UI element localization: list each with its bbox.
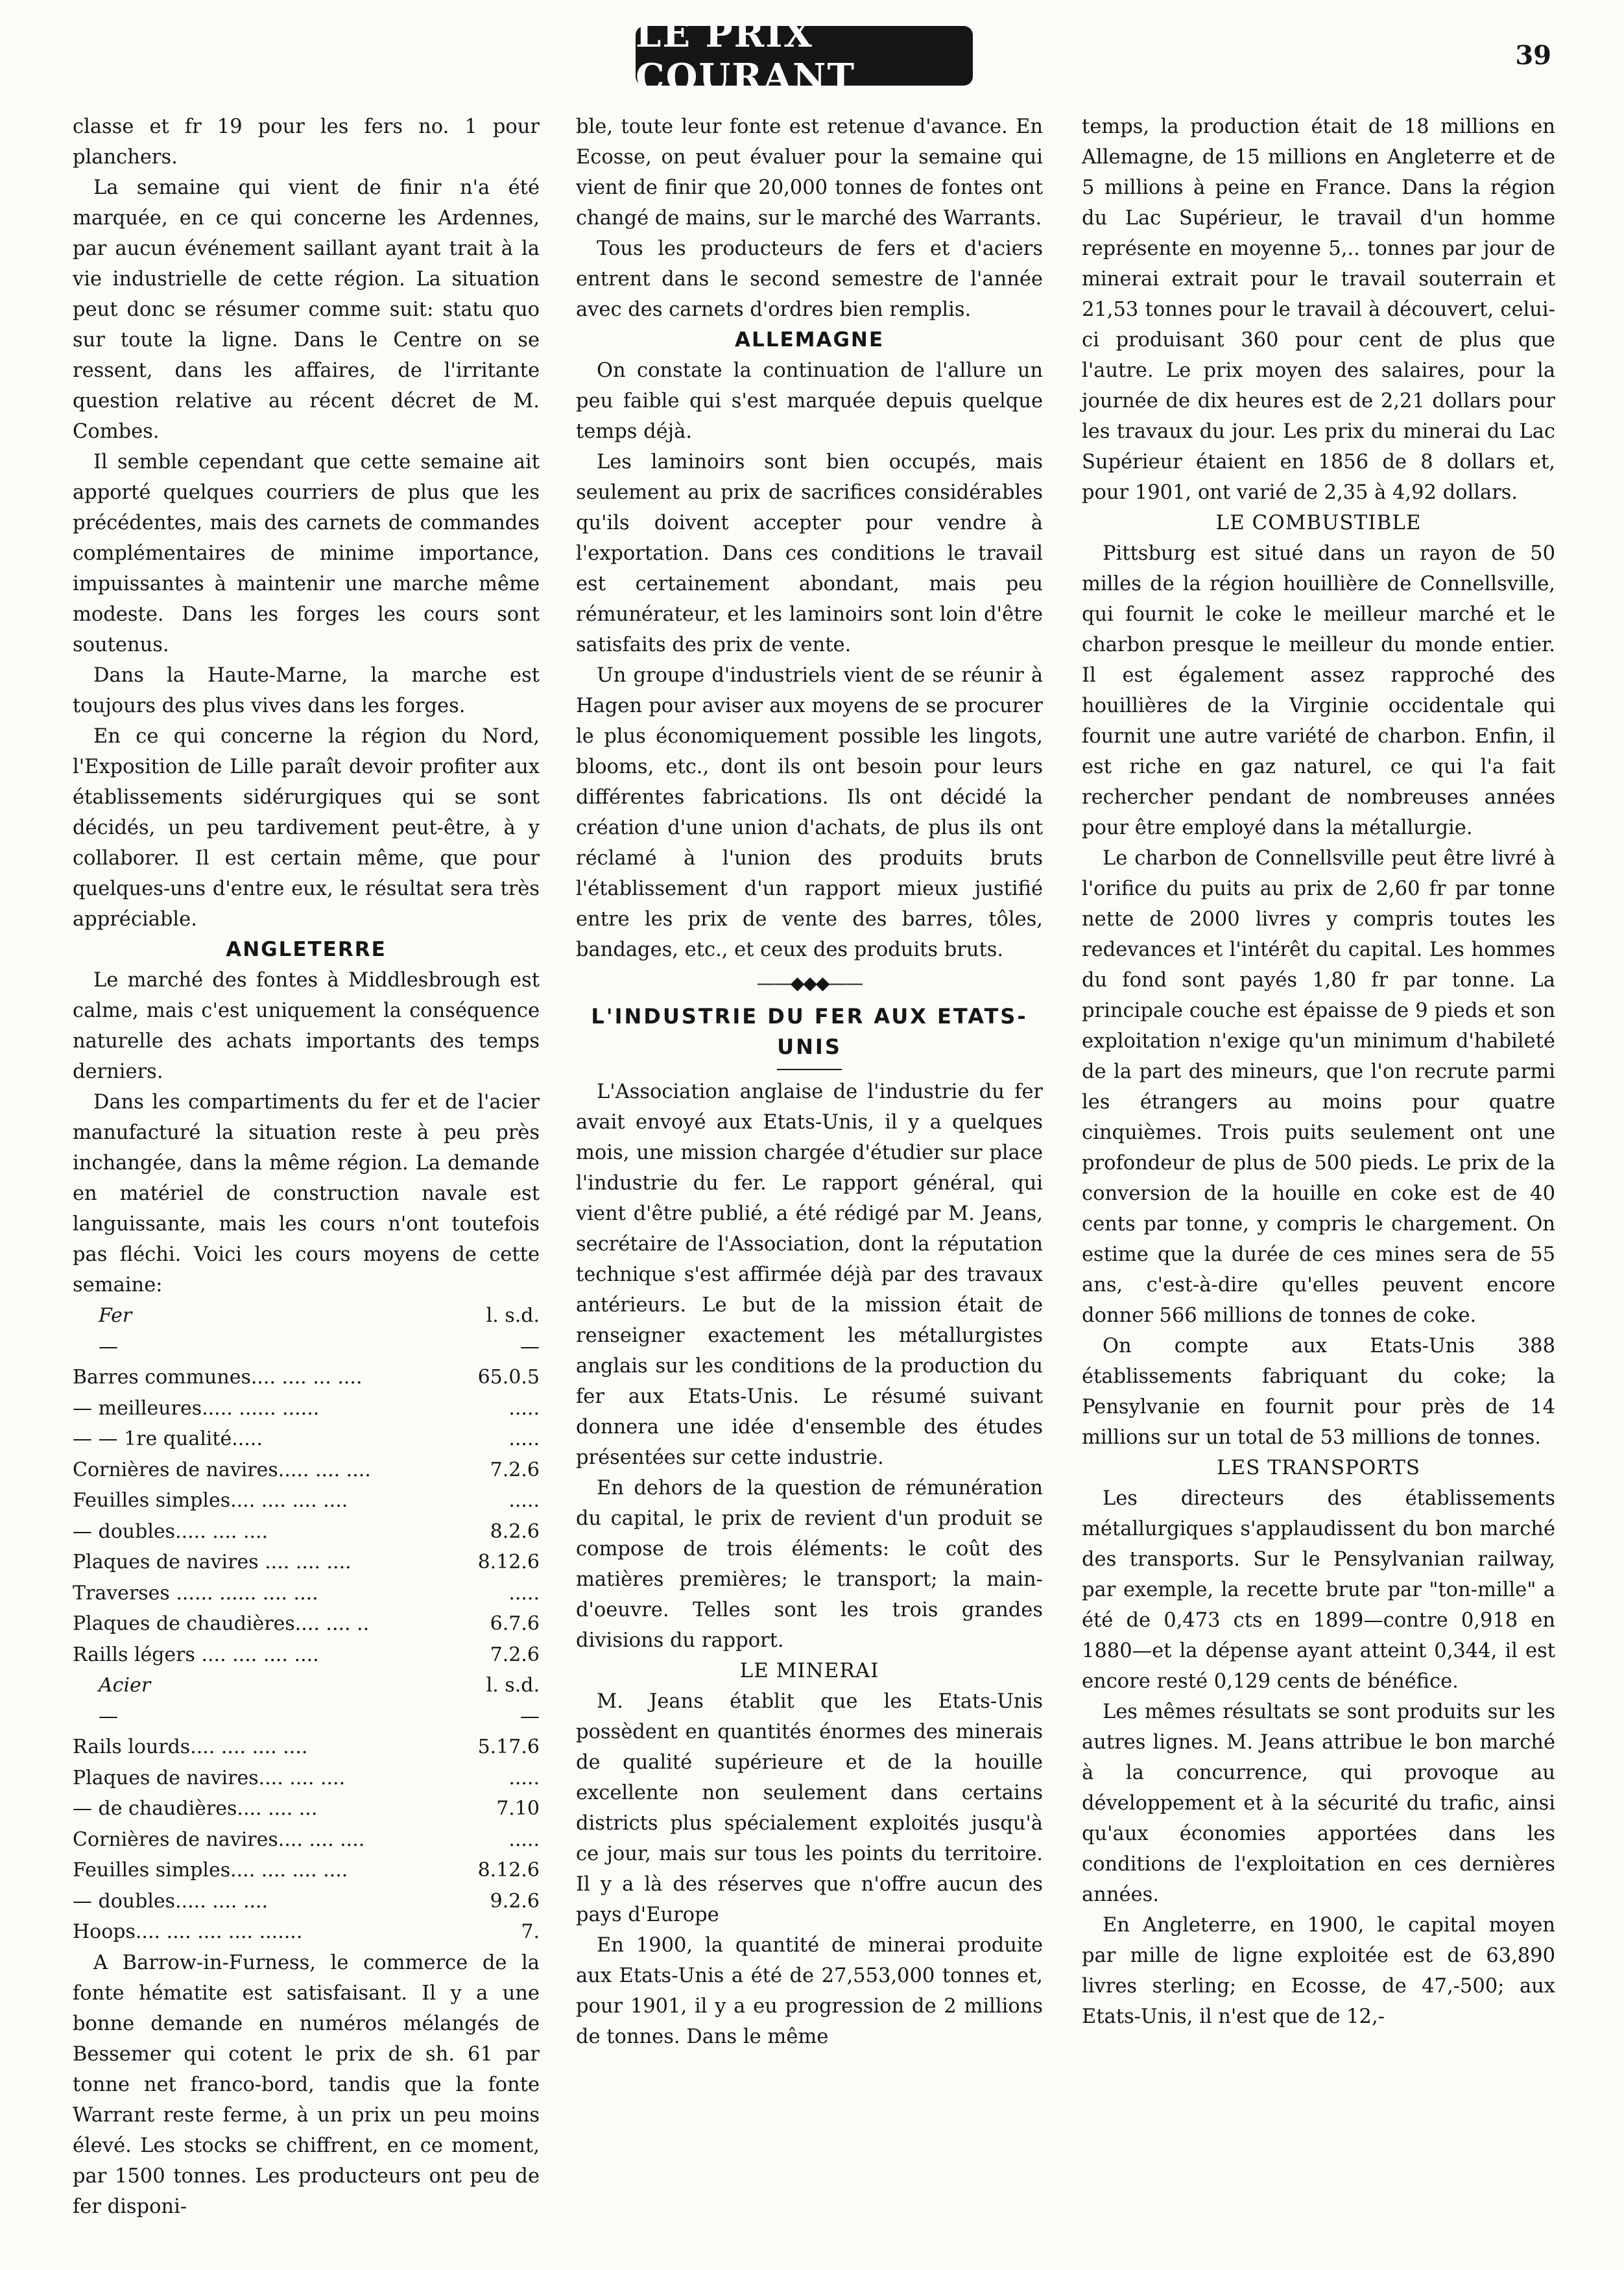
- section-heading-combustible: LE COMBUSTIBLE: [1215, 511, 1422, 534]
- row-value: .....: [508, 1581, 540, 1605]
- paragraph: Les mêmes résultats se sont produits sur les autres lignes. M. Jeans attribue le bon marché à la concurrence, qui provoque au développement et à la sécurité du trafic, ainsi qu'aux économies apportées dans les conditions de l'exploitation en ces dernières années.: [1082, 1701, 1555, 1906]
- masthead-logo: LE PRIX COURANT: [636, 26, 973, 86]
- row-value: .....: [508, 1428, 540, 1450]
- table-row: [73, 1485, 540, 1516]
- price-table-fer: [73, 1300, 540, 1948]
- row-label: — meilleures..... ...... ......: [73, 1396, 320, 1420]
- title-rule: [777, 1069, 842, 1070]
- paragraph: La semaine qui vient de finir n'a été marquée, en ce qui concerne les Ardennes, par aucun événement saillant ayant trait à la vie industrielle de cette région. La situation peut donc se résumer comme suit: statu quo sur toute la ligne. Dans le Centre on se ressent, dans les affaires, de l'irritante question relative au récent décret de M. Combes.: [73, 176, 540, 443]
- table-header-unit: l. s.d.: [486, 1674, 540, 1697]
- table-row: [73, 1578, 540, 1609]
- paragraph: Les laminoirs sont bien occupés, mais seulement au prix de sacrifices considérables qu'ils doivent accepter pour vendre à l'exportation. Dans ces conditions le travail est certainement abondant, mais peu rémunérateur, et les laminoirs sont loin d'être satisfaits des prix de vente.: [576, 451, 1043, 656]
- table-header-acier: Acier: [99, 1674, 151, 1697]
- row-value: 8.12.6: [477, 1859, 540, 1882]
- row-value: 5.17.6: [477, 1736, 540, 1758]
- row-value: 9.2.6: [490, 1889, 540, 1913]
- row-value: 6.7.6: [490, 1612, 540, 1635]
- paragraph: Il semble cependant que cette semaine ait apporté quelques courriers de plus que les précédentes, mais des carnets de commandes complémentaires de minime importance, impuissantes à maintenir une marche même modeste. Dans les forges les cours sont soutenus.: [73, 451, 540, 656]
- table-row: [73, 1824, 540, 1856]
- row-value: 7.2.6: [490, 1458, 540, 1481]
- row-label: — — 1re qualité.....: [73, 1428, 263, 1450]
- row-label: Plaques de navires .... .... ....: [73, 1551, 352, 1573]
- table-row: [73, 1855, 540, 1886]
- table-dash-row: [73, 1701, 540, 1732]
- table-row: [73, 1547, 540, 1578]
- table-row: [73, 1424, 540, 1455]
- table-row: [73, 1732, 540, 1763]
- paragraph: L'Association anglaise de l'industrie du fer avait envoyé aux Etats-Unis, il y a quelques mois, une mission chargée d'étudier sur place l'industrie du fer. Le rapport général, qui vient d'être publié, a été rédigé par M. Jeans, secrétaire de l'Association, dont la réputation technique s'est affirmée déjà par des travaux antérieurs. Le but de la mission était de renseigner exactement les métallurgistes anglais sur les conditions de la production du fer aux Etats-Unis. Le résumé suivant donnera une idée d'ensemble des études présentées sur cette industrie.: [576, 1081, 1043, 1469]
- row-value: .....: [508, 1489, 540, 1512]
- row-value: .....: [508, 1396, 540, 1420]
- table-dash-row: [73, 1332, 540, 1363]
- paragraph: Le charbon de Connellsville peut être livré à l'orifice du puits au prix de 2,60 fr par tonne nette de 2000 livres y compris toutes les redevances et l'intérêt du capital. Les hommes du fond sont payés 1,80 fr par tonne. La principale couche est épaisse de 9 pieds et son exploitation n'exige qu'un minimum d'habileté de la part des mineurs, que l'on recrute parmi les étrangers au moins pour quatre cinquièmes. Trois puits seulement ont une profondeur de plus de 500 pieds. Le prix de la conversion de la houille en coke est de 40 cents par tonne, y compris le chargement. On estime que la durée de ces mines sera de 55 ans, c'est-à-dire qu'elles peuvent encore donner 566 millions de tonnes de coke.: [1082, 847, 1555, 1327]
- table-row: [73, 1763, 540, 1794]
- row-label: Rails lourds.... .... .... ....: [73, 1736, 308, 1758]
- row-value: 7.10: [496, 1797, 540, 1820]
- table-row: [73, 1793, 540, 1824]
- paragraph: En dehors de la question de rémunération du capital, le prix de revient d'un produit se compose de trois éléments: le coût des matières premières; le transport; la main-d'oeuvre. Telles sont les trois grandes divisions du rapport.: [576, 1477, 1043, 1652]
- table-row: [73, 1516, 540, 1547]
- row-value: 7.: [521, 1920, 540, 1943]
- table-row: [73, 1640, 540, 1671]
- row-label: — doubles..... .... ....: [73, 1520, 269, 1543]
- paragraph: Tous les producteurs de fers et d'aciers entrent dans le second semestre de l'année avec des carnets d'ordres bien remplis.: [576, 237, 1043, 321]
- paragraph: Dans les compartiments du fer et de l'acier manufacturé la situation reste à peu près inchangée, dans la même région. La demande en matériel de construction navale est languissante, mais les cours n'ont toutefois pas fléchi. Voici les cours moyens de cette semaine:: [73, 1091, 540, 1296]
- row-label: — de chaudières.... .... ...: [73, 1797, 318, 1820]
- row-label: Plaques de navires.... .... ....: [73, 1766, 346, 1789]
- row-value: 65.0.5: [477, 1366, 540, 1389]
- row-label: Plaques de chaudières.... .... ..: [73, 1612, 370, 1635]
- table-row: [73, 1393, 540, 1424]
- row-value: 8.12.6: [477, 1551, 540, 1573]
- table-row: [73, 1362, 540, 1393]
- table-row: [73, 1917, 540, 1948]
- dash: —: [99, 1704, 118, 1728]
- table-row: [73, 1886, 540, 1917]
- row-label: Traverses ...... ...... .... ....: [73, 1581, 318, 1605]
- row-label: Cornières de navires..... .... ....: [73, 1458, 371, 1481]
- paragraph: M. Jeans établit que les Etats-Unis possèdent en quantités énormes des minerais de qualité supérieure et de la houille excellente non seulement dans certains districts plus spécialement exploités jusqu'à ce jour, mais sur tous les points du territoire. Il y a là des réserves que n'offre aucun des pays d'Europe: [576, 1690, 1043, 1926]
- row-label: — doubles..... .... ....: [73, 1889, 269, 1913]
- row-value: .....: [508, 1766, 540, 1789]
- paragraph: En 1900, la quantité de minerai produite aux Etats-Unis a été de 27,553,000 tonnes et, pour 1901, il y a eu progression de 2 millions de tonnes. Dans le même: [576, 1934, 1043, 2048]
- paragraph: classe et fr 19 pour les fers no. 1 pour planchers.: [73, 115, 540, 169]
- paragraph: Pittsburg est situé dans un rayon de 50 milles de la région houillière de Connellsville, qui fournit le coke le meilleur marché et le charbon presque le meilleur du monde entier. Il est également assez rapproché des houillières de la Virginie occidentale qui fournit une autre variété de charbon. Enfin, il est riche en gaz naturel, ce qui l'a fait rechercher pendant de nombreuses années pour être employé dans la métallurgie.: [1082, 542, 1555, 839]
- ornament-divider: ——◆◆◆——: [756, 972, 863, 994]
- row-value: 8.2.6: [490, 1520, 540, 1543]
- paragraph: Dans la Haute-Marne, la marche est toujours des plus vives dans les forges.: [73, 664, 540, 717]
- row-value: .....: [508, 1828, 540, 1851]
- row-label: Raills légers .... .... .... ....: [73, 1643, 319, 1666]
- paragraph: ble, toute leur fonte est retenue d'avance. En Ecosse, on peut évaluer pour la semaine qui vient de finir que 20,000 tonnes de fontes ont changé de mains, sur le marché des Warrants.: [576, 115, 1043, 230]
- table-header-fer: Fer: [99, 1304, 132, 1327]
- row-label: Hoops.... .... .... .... .......: [73, 1920, 303, 1943]
- section-heading-angleterre: ANGLETERRE: [226, 938, 387, 961]
- paragraph: Le marché des fontes à Middlesbrough est calme, mais c'est uniquement la conséquence naturelle des achats importants des temps derniers.: [73, 969, 540, 1083]
- paragraph: En Angleterre, en 1900, le capital moyen par mille de ligne exploitée est de 63,890 livres sterling; en Ecosse, de 47,-500; aux Etats-Unis, il n'est que de 12,-: [1082, 1914, 1555, 2028]
- section-heading-allemagne: ALLEMAGNE: [734, 328, 885, 352]
- section-heading-minerai: LE MINERAI: [739, 1659, 879, 1682]
- paragraph: En ce qui concerne la région du Nord, l'Exposition de Lille paraît devoir profiter aux établissements sidérurgiques qui se sont décidés, un peu tardivement peut-être, à y collaborer. Il est certain même, que pour quelques-uns d'entre eux, le résultat sera très appréciable.: [73, 725, 540, 931]
- row-label: Feuilles simples.... .... .... ....: [73, 1859, 348, 1882]
- table-header-row: [73, 1670, 540, 1701]
- paragraph: Un groupe d'industriels vient de se réunir à Hagen pour aviser aux moyens de se procurer le plus économiquement possible les lingots, blooms, etc., dont ils ont besoin pour leurs différentes fabrications. Ils ont décidé la création d'une union d'achats, de plus ils ont réclamé à l'union des produits bruts l'établissement d'un rapport mieux justifié entre les prix de vente des barres, tôles, bandages, etc., et ceux des produits bruts.: [576, 664, 1043, 961]
- table-row: [73, 1608, 540, 1640]
- section-heading-transports: LES TRANSPORTS: [1216, 1456, 1421, 1479]
- paragraph: temps, la production était de 18 millions en Allemagne, de 15 millions en Angleterre et de 5 millions à peine en France. Dans la région du Lac Supérieur, le travail d'un homme représente en moyenne 5,.. tonnes par jour de minerai extrait pour le travail souterrain et 21,53 tonnes pour le travail à découvert, celui-ci produisant 360 pour cent de plus que l'autre. Le prix moyen des salaires, pour la journée de dix heures est de 2,21 dollars pour les travaux du jour. Les prix du minerai du Lac Supérieur étaient en 1856 de 8 dollars et, pour 1901, ont varié de 2,35 à 4,92 dollars.: [1082, 115, 1555, 504]
- table-header-unit: l. s.d.: [486, 1304, 540, 1327]
- table-header-row: [73, 1300, 540, 1332]
- article-title: L'INDUSTRIE DU FER AUX ETATS-UNIS: [591, 1004, 1028, 1059]
- paragraph: On constate la continuation de l'allure un peu faible qui s'est marquée depuis quelque temps déjà.: [576, 359, 1043, 443]
- column-1: [73, 112, 540, 2222]
- paragraph: On compte aux Etats-Unis 388 établissements fabriquant du coke; la Pensylvanie en fournit pour près de 14 millions sur un total de 53 millions de tonnes.: [1082, 1335, 1555, 1449]
- row-label: Feuilles simples.... .... .... ....: [73, 1489, 348, 1512]
- column-3: [1082, 112, 1555, 2032]
- column-2: [576, 112, 1043, 2052]
- paragraph: A Barrow-in-Furness, le commerce de la fonte hématite est satisfaisant. Il y a une bonne demande en numéros mélangés de Bessemer qui cotent le prix de sh. 61 par tonne net franco-bord, tandis que la fonte Warrant reste ferme, à un prix un peu moins élevé. Les stocks se chiffrent, en ce moment, par 1500 tonnes. Les producteurs ont peu de fer disponi-: [73, 1951, 540, 2218]
- paragraph: Les directeurs des établissements métallurgiques s'applaudissent du bon marché des transports. Sur le Pensylvanian railway, par exemple, la recette brute par "ton-mille" a été de 0,473 cts en 1899—contre 0,918 en 1880—et la dépense ayant atteint 0,344, il est encore resté 0,129 cents de bénéfice.: [1082, 1487, 1555, 1693]
- row-label: Cornières de navires.... .... ....: [73, 1828, 365, 1851]
- table-row: [73, 1455, 540, 1486]
- page-number: 39: [1515, 40, 1551, 71]
- dash: —: [520, 1704, 540, 1728]
- dash: —: [520, 1335, 540, 1358]
- dash: —: [99, 1335, 118, 1358]
- row-value: 7.2.6: [490, 1643, 540, 1666]
- row-label: Barres communes.... .... ... ....: [73, 1366, 363, 1389]
